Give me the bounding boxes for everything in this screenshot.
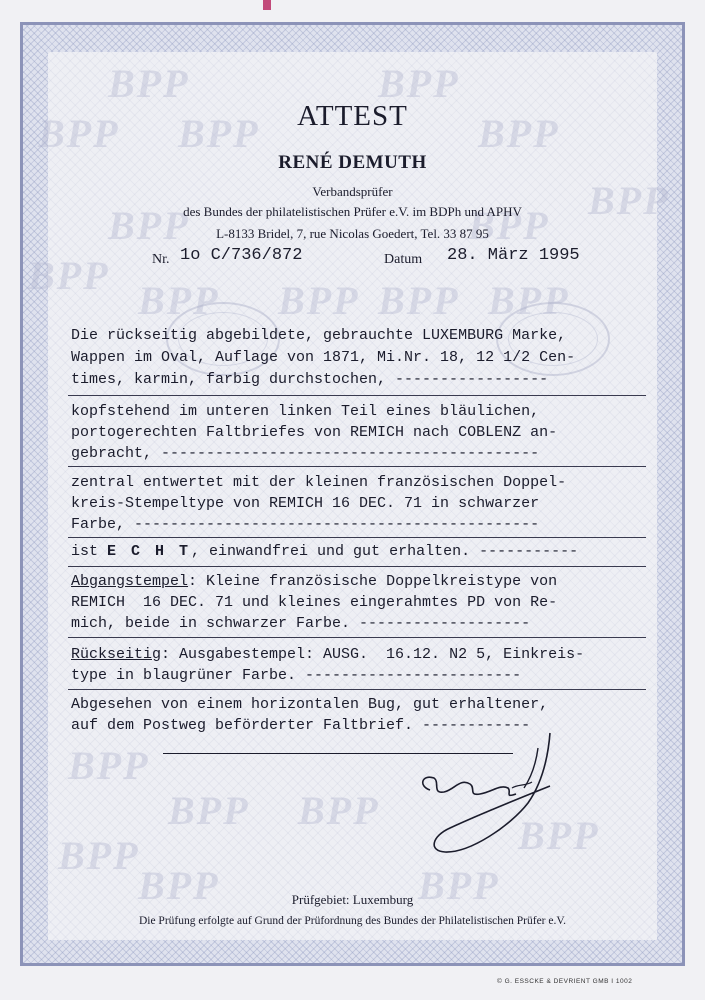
examiner-name: RENÉ DEMUTH — [278, 152, 427, 173]
examination-note: Die Prüfung erfolgte auf Grund der Prüfordnung des Bundes der Philatelistischen Prüfer e.V. — [138, 915, 567, 927]
watermark: BPP — [488, 278, 570, 323]
body-text: : Ausgabestempel: AUSG. 16.12. N2 5, Einkreis- — [161, 646, 585, 663]
watermark: BPP — [68, 743, 150, 788]
body-text: : Kleine französische Doppelkreistype von — [188, 573, 558, 590]
section-divider — [68, 689, 646, 690]
watermark: BPP — [58, 833, 140, 878]
watermark: BPP — [468, 203, 550, 248]
body-line: Farbe, --------------------------------------------- — [71, 516, 540, 533]
handwritten-signature — [400, 728, 600, 858]
watermark: BPP — [168, 788, 250, 833]
body-line: gebracht, ------------------------------------------ — [71, 445, 540, 462]
body-line: Wappen im Oval, Auflage von 1871, Mi.Nr. 18, 12 1/2 Cen- — [71, 349, 576, 366]
watermark: BPP — [178, 111, 260, 156]
body-line: times, karmin, farbig durchstochen, ----------------- — [71, 371, 549, 388]
section-divider — [68, 395, 646, 396]
rueckseitig-label: Rückseitig — [71, 646, 162, 663]
body-line: auf dem Postweg beförderter Faltbrief. ------------ — [71, 717, 531, 734]
printer-imprint: © G. ESSCKE & DEVRIENT GMB I 1002 — [497, 978, 633, 985]
examination-area: Prüfgebiet: Luxemburg — [291, 892, 414, 907]
watermark: BPP — [108, 61, 190, 106]
body-line — [71, 646, 584, 663]
certificate-date: 28. März 1995 — [447, 246, 580, 265]
authenticity-suffix: , einwandfrei und gut erhalten. ----------- — [191, 543, 579, 560]
body-line: zentral entwertet mit der kleinen französischen Doppel- — [71, 474, 567, 491]
body-line: Die rückseitig abgebildete, gebrauchte LUXEMBURG Marke, — [71, 327, 567, 344]
body-line: portogerechten Faltbriefes von REMICH nach COBLENZ an- — [71, 424, 558, 441]
body-line: type in blaugrüner Farbe. ------------------------ — [71, 667, 522, 684]
certificate-number: 1o C/736/872 — [180, 246, 303, 265]
watermark: BPP — [478, 111, 560, 156]
body-line: kreis-Stempeltype von REMICH 16 DEC. 71 in schwarzer — [71, 495, 540, 512]
body-line: mich, beide in schwarzer Farbe. ------------------- — [71, 615, 531, 632]
watermark: BPP — [378, 278, 460, 323]
section-divider — [68, 537, 646, 538]
echt-verdict: E C H T — [107, 543, 192, 560]
examiner-role: Verbandsprüfer — [312, 184, 393, 199]
watermark: BPP — [418, 863, 500, 908]
watermark: BPP — [28, 253, 110, 298]
certificate-number-label: Nr. — [152, 252, 170, 267]
abgangstempel-label: Abgangstempel — [71, 573, 189, 590]
authenticity-line — [71, 543, 578, 560]
watermark: BPP — [378, 61, 460, 106]
body-line — [71, 573, 557, 590]
watermark: BPP — [298, 788, 380, 833]
section-divider — [68, 466, 646, 467]
watermark: BPP — [518, 813, 600, 858]
corner-mark — [263, 0, 271, 10]
examiner-address: L-8133 Bridel, 7, rue Nicolas Goedert, Tel. 33 87 95 — [216, 226, 489, 241]
watermark: BPP — [108, 203, 190, 248]
watermark: BPP — [278, 278, 360, 323]
section-divider — [68, 566, 646, 567]
body-line: REMICH 16 DEC. 71 und kleines eingerahmtes PD von Re- — [71, 594, 558, 611]
certificate-title: ATTEST — [297, 100, 408, 132]
body-line: Abgesehen von einem horizontalen Bug, gut erhaltener, — [71, 696, 549, 713]
authenticity-prefix: ist — [71, 543, 108, 560]
examiner-association: des Bundes der philatelistischen Prüfer e.V. im BDPh und APHV — [183, 204, 522, 219]
date-label: Datum — [384, 252, 423, 267]
watermark: BPP — [138, 278, 220, 323]
section-divider — [68, 637, 646, 638]
watermark: BPP — [38, 111, 120, 156]
watermark: BPP — [588, 178, 670, 223]
watermark: BPP — [138, 863, 220, 908]
body-line: kopfstehend im unteren linken Teil eines bläulichen, — [71, 403, 540, 420]
